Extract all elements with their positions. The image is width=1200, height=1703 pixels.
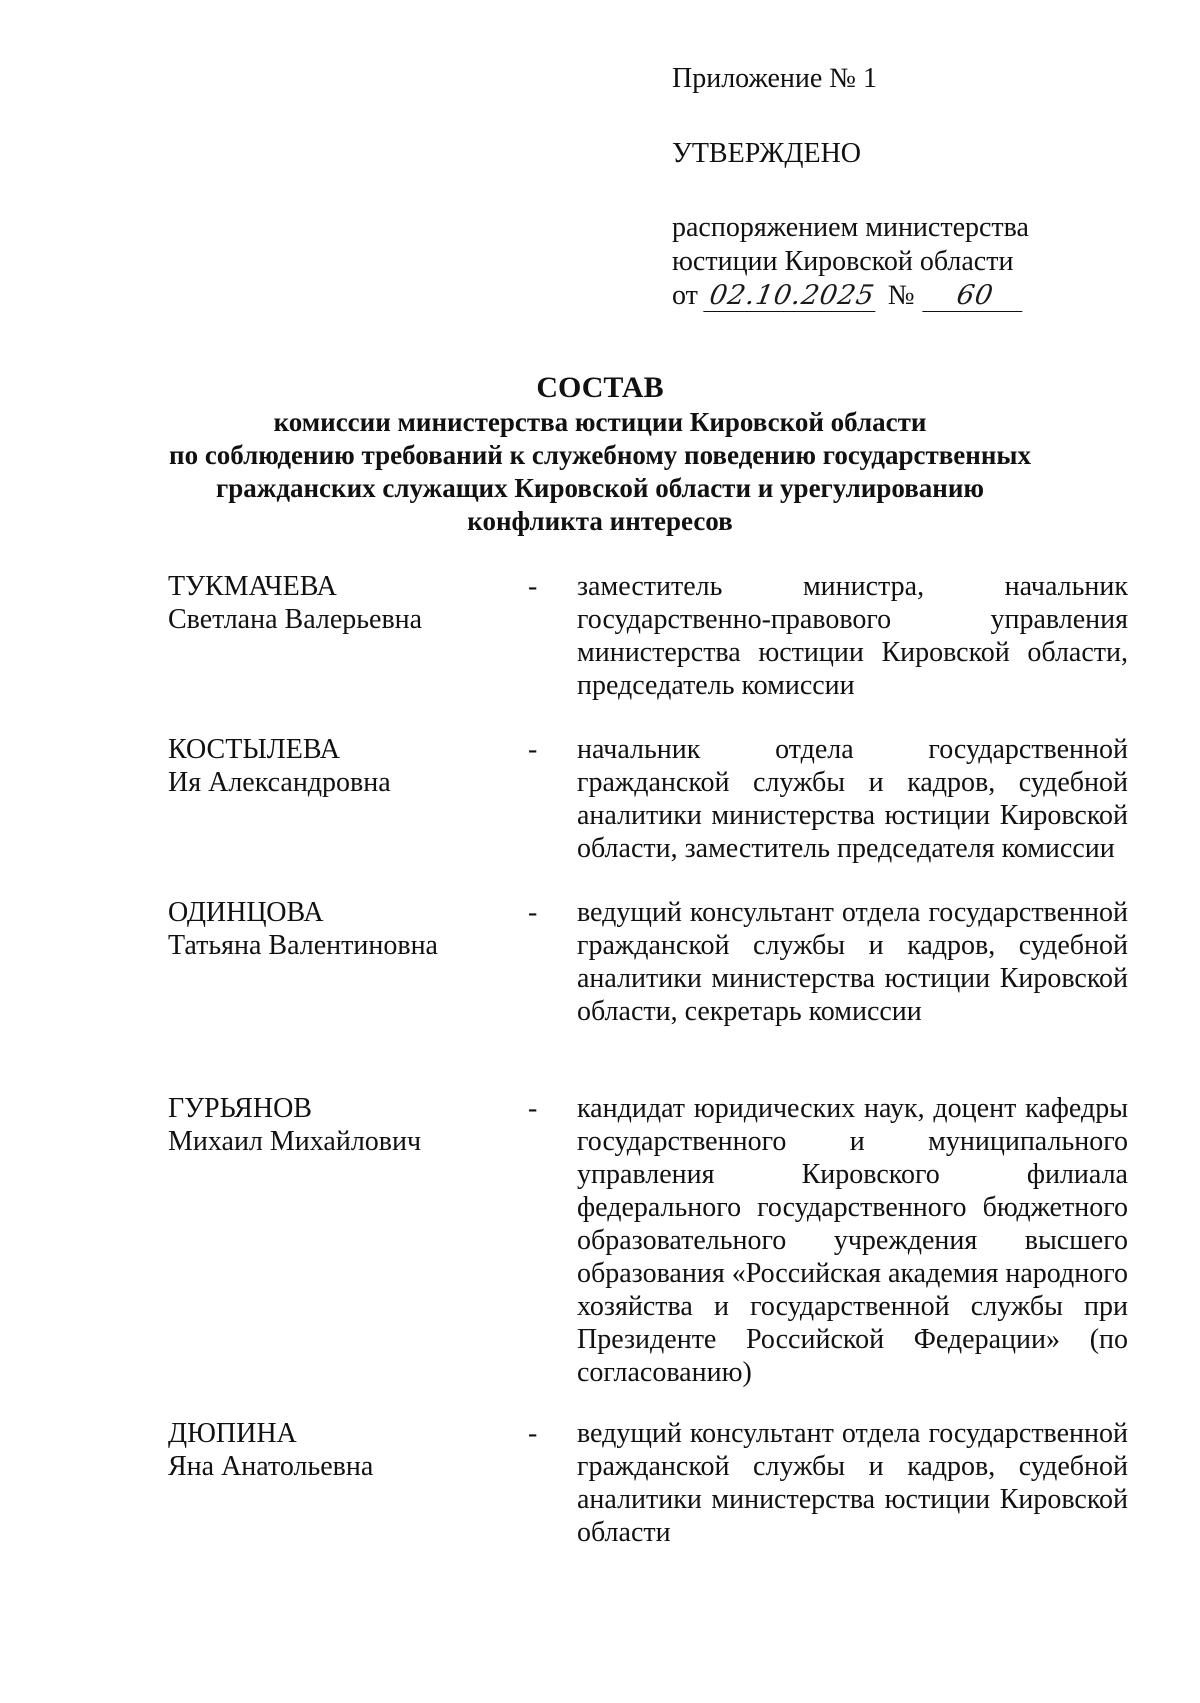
title-line-1: комиссии министерства юстиции Кировской области <box>273 407 927 437</box>
member-position: ведущий консультант отдела государственной гражданской службы и кадров, судебной аналитики министерства юстиции Кировской области <box>577 1418 1128 1548</box>
member-entry <box>168 1092 1128 1417</box>
order-number-handwritten: 60 <box>922 281 1027 312</box>
member-entry <box>168 570 1128 733</box>
member-dash: - <box>528 1093 538 1124</box>
member-dash: - <box>528 897 538 928</box>
member-surname: КОСТЫЛЕВА <box>168 734 340 765</box>
member-entry <box>168 1417 1128 1557</box>
approval-header <box>672 62 1092 313</box>
title-line-2: по соблюдению требований к служебному поведению государственных <box>169 440 1031 470</box>
commission-members-list <box>168 570 1128 1557</box>
title-line-3: гражданских служащих Кировской области и урегулированию <box>215 473 985 503</box>
order-reference <box>672 211 1092 313</box>
appendix-label: Приложение № 1 <box>672 63 877 94</box>
member-surname: ДЮПИНА <box>168 1418 297 1449</box>
member-dash: - <box>528 1418 538 1449</box>
member-given-names: Светлана Валерьевна <box>168 604 423 635</box>
member-given-names: Михаил Михайлович <box>168 1126 422 1157</box>
order-date-handwritten: 02.10.2025 <box>703 281 880 312</box>
member-position: заместитель министра, начальник государственно-правового управления министерства юстиции Кировской области, председатель комиссии <box>577 571 1128 701</box>
order-line-1: распоряжением министерства <box>672 212 1029 243</box>
member-position: ведущий консультант отдела государственной гражданской службы и кадров, судебной аналитики министерства юстиции Кировской области, секретарь комиссии <box>577 897 1128 1027</box>
member-entry <box>168 733 1128 896</box>
member-surname: ОДИНЦОВА <box>168 897 324 928</box>
member-entry <box>168 896 1128 1092</box>
title-main: СОСТАВ <box>536 371 664 404</box>
document-title <box>150 370 1050 538</box>
title-line-4: конфликта интересов <box>467 506 733 536</box>
approved-label: УТВЕРЖДЕНО <box>672 138 862 169</box>
member-surname: ТУКМАЧЕВА <box>168 571 337 602</box>
member-position: начальник отдела государственной гражданской службы и кадров, судебной аналитики министерства юстиции Кировской области, заместитель председателя комиссии <box>577 734 1128 864</box>
member-given-names: Татьяна Валентиновна <box>168 930 438 961</box>
order-date-number-row <box>672 279 1092 313</box>
member-surname: ГУРЬЯНОВ <box>168 1093 312 1124</box>
order-line-2: юстиции Кировской области <box>672 246 1014 277</box>
member-dash: - <box>528 734 538 765</box>
member-given-names: Ия Александровна <box>168 767 391 798</box>
member-given-names: Яна Анатольевна <box>168 1451 374 1482</box>
order-number-label: № <box>887 280 915 311</box>
member-name <box>168 1092 528 1417</box>
member-dash: - <box>528 571 538 602</box>
order-from-label: от <box>672 280 698 311</box>
member-position: кандидат юридических наук, доцент кафедры государственного и муниципального управления Кировского филиала федерального государственного бюджетного образовательного учреждения высшего образования «Российская академия народного хозяйства и государственной службы при Президенте Российской Федерации» (по согласованию) <box>577 1093 1128 1388</box>
